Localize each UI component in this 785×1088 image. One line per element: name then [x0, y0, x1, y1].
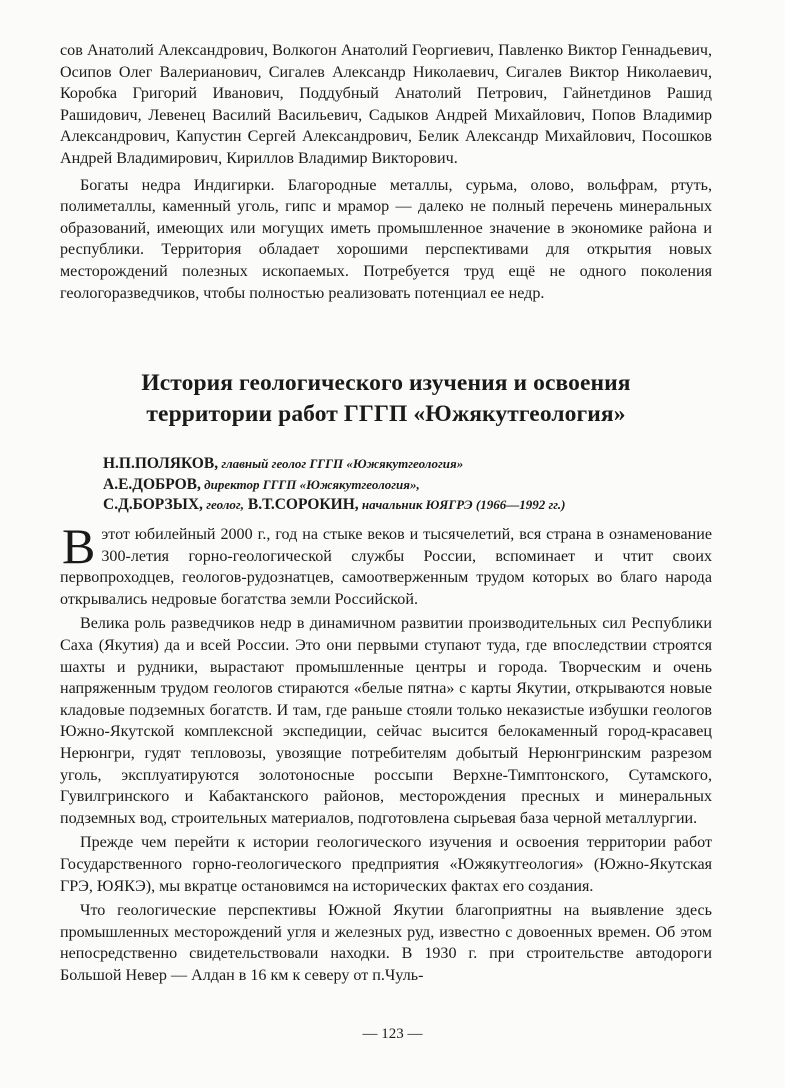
author-role: геолог,: [202, 497, 244, 512]
author-role: начальник ЮЯГРЭ (1966—1992 гг.): [358, 497, 566, 512]
intro-paragraph-text: этот юбилейный 2000 г., год на стыке веков и тысячелетий, вся страна в ознаменование 300-летия горно-геологической службы России, вспоминает и чтит своих первопроходцев, геологов-рудознатцев, самоотверженным трудом которых во благо народа открывались недровые богатства земли Российской.: [60, 526, 712, 608]
article-title: [60, 368, 712, 430]
body-paragraph: Прежде чем перейти к истории геологического изучения и освоения территории работ Государственного горно-геологического предприятия «Южякутгеология» (Южно-Якутская ГРЭ, ЮЯКЭ), мы вкратце остановимся на исторических фактах его создания.: [60, 834, 712, 895]
author-line: [103, 475, 723, 496]
body-paragraph: Велика роль разведчиков недр в динамичном развитии производительных сил Республики Саха (Якутия) да и всей России. Это они первыми ступают туда, где впоследствии строятся шахты и рудники, вырастают промышленные центры и города. Творческим и очень напряженным трудом геологов стираются «белые пятна» с карты Якутии, открываются новые кладовые подземных богатств. И там, где раньше стояли только неказистые избушки геологов Южно-Якутской комплексной экспедиции, сейчас высится белокаменный город-красавец Нерюнгри, гудят тепловозы, увозящие потребителям добытый Нерюнгринским разрезом уголь, эксплуатируются золотоносные россыпи Верхне-Тимптонского, Сутамского, Гувилгринского и Кабактанского районов, месторождения пресных и минеральных подземных вод, строительных материалов, подготовлена сырьевая база черной металлургии.: [60, 615, 712, 827]
drop-cap: В: [62, 518, 96, 574]
intro-paragraph: [60, 518, 712, 610]
author-name: С.Д.БОРЗЫХ,: [103, 496, 203, 513]
author-line: [103, 454, 723, 475]
previous-section-ending: [60, 40, 712, 304]
article-title-line-2: территории работ ГГГП «Южякутгеология»: [146, 401, 626, 427]
mineral-resources-paragraph: Богаты недра Индигирки. Благородные металлы, сурьма, олово, вольфрам, ртуть, полиметаллы, каменный уголь, гипс и мрамор — далеко не полный перечень минеральных образований, имеющих или могущих иметь промышленное значение в экономике района и республики. Территория обладает хорошими перспективами для открытия новых месторождений полезных ископаемых. Потребуется труд ещё не одного поколения геологоразведчиков, чтобы полностью реализовать потенциал ее недр.: [60, 176, 712, 302]
author-line: [103, 495, 723, 516]
article-title-line-1: История геологического изучения и освоения: [141, 370, 631, 396]
page-number: — 123 —: [362, 1026, 423, 1042]
body-paragraph: Что геологические перспективы Южной Якутии благоприятны на выявление здесь промышленных месторождений угля и железных руд, известно с довоенных времен. Об этом непосредственно свидетельствовали находки. В 1930 г. при строительстве автодороги Большой Невер — Алдан в 16 км к северу от п.Чуль-: [60, 902, 712, 984]
author-name: Н.П.ПОЛЯКОВ,: [103, 455, 219, 472]
author-role: главный геолог ГГГП «Южякутгеология»: [218, 456, 464, 471]
article-body: [60, 518, 712, 986]
author-name: В.Т.СОРОКИН,: [243, 496, 359, 513]
authors-block: [103, 454, 723, 516]
author-name: А.Е.ДОБРОВ,: [103, 475, 201, 493]
names-continuation-paragraph: сов Анатолий Александрович, Волкогон Анатолий Георгиевич, Павленко Виктор Геннадьевич, Осипов Олег Валерианович, Сигалев Александр Николаевич, Сигалев Виктор Николаевич, Коробка Григорий Иванович, Поддубный Анатолий Петрович, Гайнетдинов Рашид Рашидович, Левенец Василий Васильевич, Садыков Андрей Михайлович, Попов Владимир Александрович, Капустин Сергей Александрович, Белик Александр Михайлович, Посошков Андрей Владимирович, Кириллов Владимир Викторович.: [60, 42, 712, 167]
author-role: директор ГГГП «Южякутгеология»,: [200, 476, 420, 492]
